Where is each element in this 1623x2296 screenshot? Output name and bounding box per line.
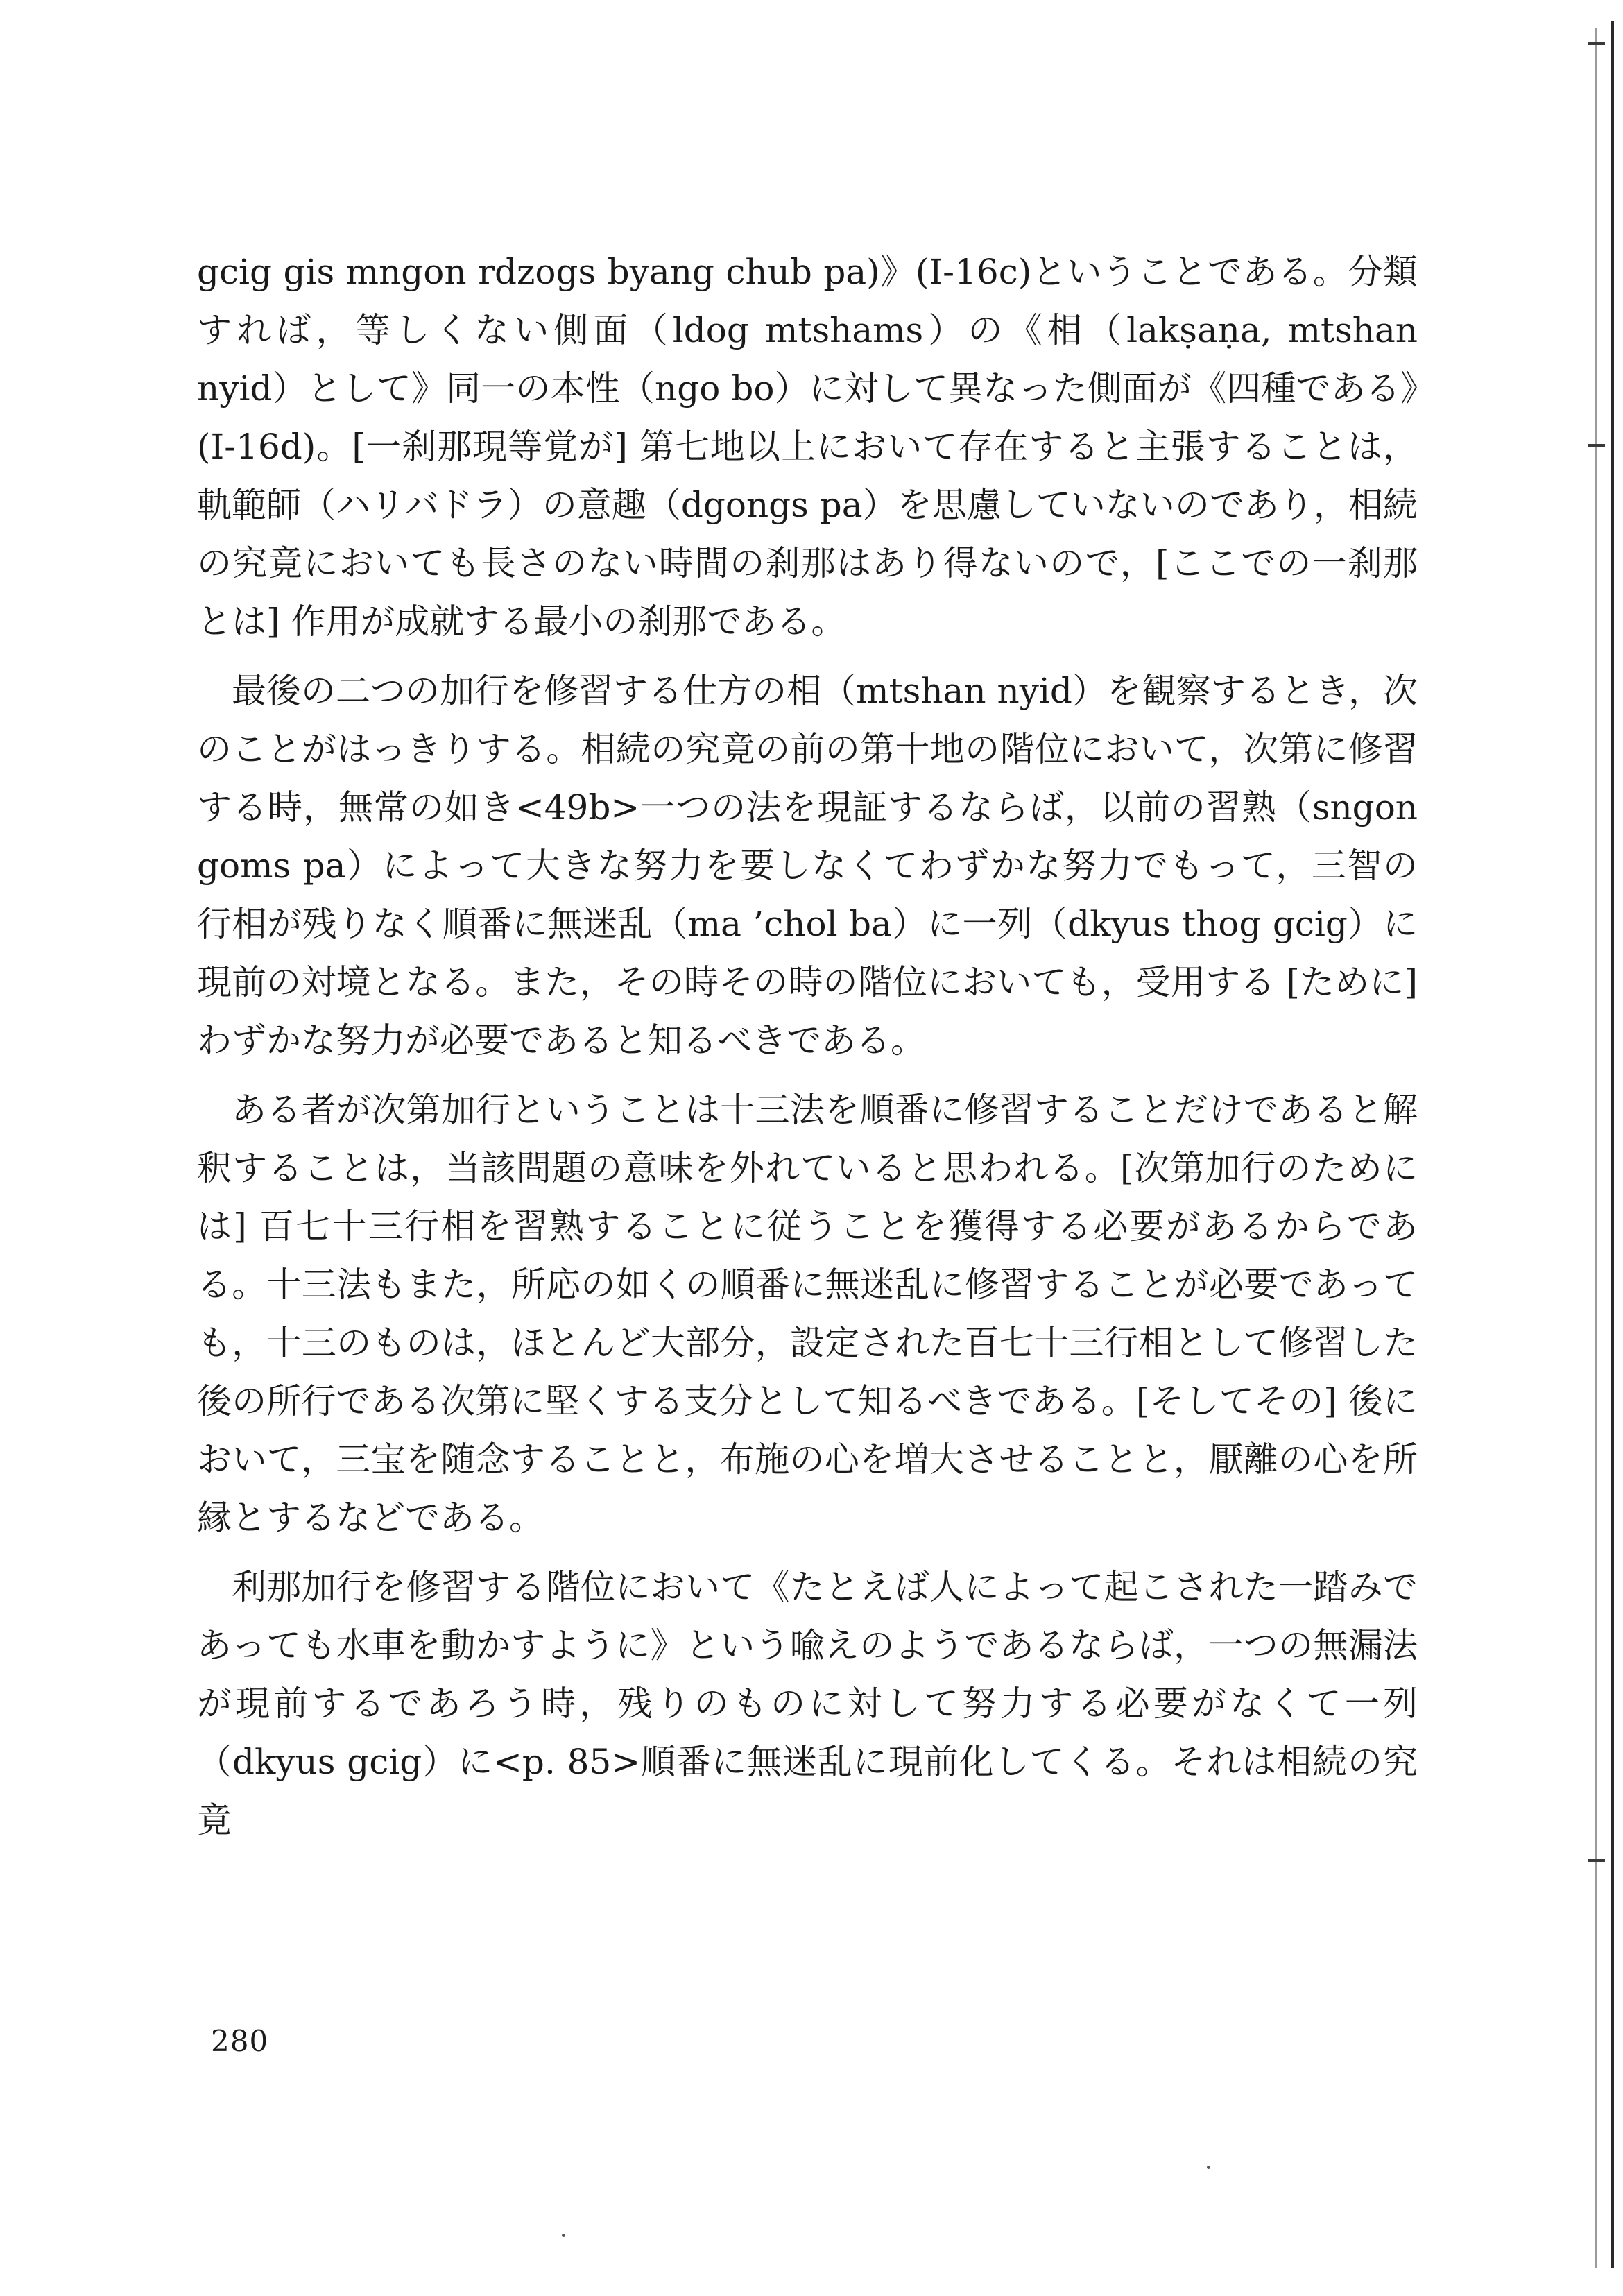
edge-mark — [1588, 444, 1605, 447]
binding-edge — [1611, 21, 1614, 2268]
scan-speck — [562, 2234, 565, 2237]
binding-edge-shadow — [1595, 28, 1597, 2268]
edge-mark — [1588, 1859, 1605, 1862]
paragraph-3: ある者が次第加行ということは十三法を順番に修習することだけであると解釈することは，当該問題の意味を外れていると思われる。[次第加行のためには] 百七十三行相を習熟することに従うことを獲得する必要があるからである。十三法もまた，所応の如くの順番に無迷乱に修習することが必要であっても，十三のものは，ほとんど大部分，設定された百七十三行相として修習した後の所行である次第に堅くする支分として知るべきである。[そしてその] 後において，三宝を随念することと，布施の心を増大させることと，厭離の心を所縁とするなどである。 — [197, 1090, 1418, 1538]
page-number: 280 — [211, 2024, 269, 2058]
edge-mark — [1588, 42, 1605, 45]
scan-speck — [1207, 2166, 1210, 2169]
paragraph-2: 最後の二つの加行を修習する仕方の相（mtshan nyid）を観察するとき，次のことがはっきりする。相続の究竟の前の第十地の階位において，次第に修習する時，無常の如き<49b>一つの法を現証するならば，以前の習熟（sngon goms pa）によって大きな努力を要しなくてわずかな努力でもって，三智の行相が残りなく順番に無迷乱（ma ’chol ba）に一列（dkyus thog gcig）に現前の対境となる。また，その時その時の階位においても，受用する [ために] わずかな努力が必要であると知るべきである。 — [197, 671, 1418, 1061]
paragraph-1: gcig gis mngon rdzogs byang chub pa)》(I-16c)ということである。分類すれば，等しくない側面（ldog mtshams）の《相（lakṣaṇa, mtshan nyid）として》同一の本性（ngo bo）に対して異なった側面が《四種である》(I-16d)。[一刹那現等覚が] 第七地以上において存在すると主張することは，軌範師（ハリバドラ）の意趣（dgongs pa）を思慮していないのであり，相続の究竟においても長さのない時間の刹那はあり得ないので，[ここでの一刹那とは] 作用が成就する最小の刹那である。 — [197, 252, 1418, 642]
body-text — [197, 243, 1418, 1860]
paragraph-4: 利那加行を修習する階位において《たとえば人によって起こされた一踏みであっても水車を動かすように》という喩えのようであるならば，一つの無漏法が現前するであろう時，残りのものに対して努力する必要がなくて一列（dkyus gcig）に<p. 85>順番に無迷乱に現前化してくる。それは相続の究竟 — [197, 1567, 1418, 1840]
